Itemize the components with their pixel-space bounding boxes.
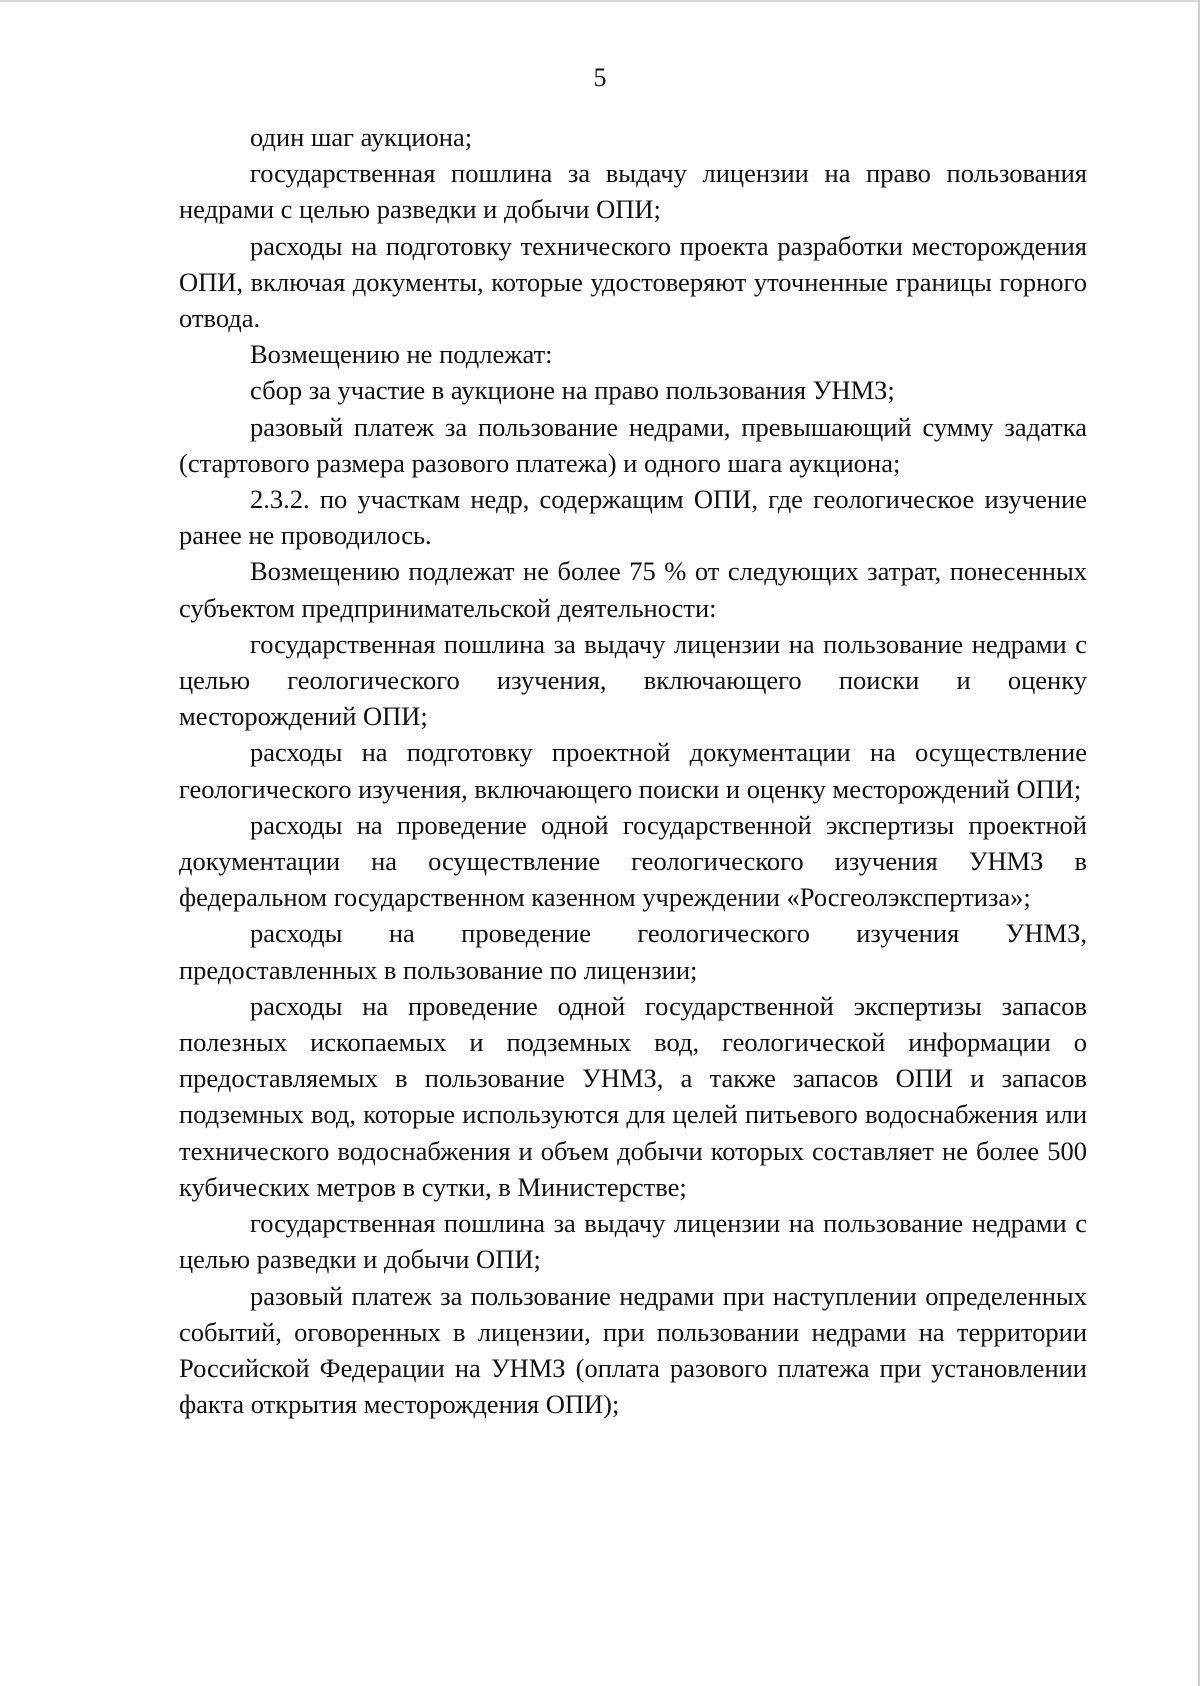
paragraph: разовый платеж за пользование недрами, превышающий сумму задатка (стартового размера разового платежа) и одного шага аукциона;	[179, 411, 1087, 478]
paragraph: государственная пошлина за выдачу лицензии на пользование недрами с целью геологического изучения, включающего поиски и оценку месторождений ОПИ;	[179, 628, 1087, 732]
document-body	[179, 119, 1087, 1422]
paragraph: расходы на проведение одной государственной экспертизы запасов полезных ископаемых и подземных вод, геологической информации о предоставляемых в пользование УНМЗ, а также запасов ОПИ и запасов подземных вод, которые используются для целей питьевого водоснабжения или технического водоснабжения и объем добычи которых составляет не более 500 кубических метров в сутки, в Министерстве;	[179, 990, 1087, 1202]
paragraph: расходы на проведение геологического изучения УНМЗ, предоставленных в пользование по лицензии;	[179, 918, 1087, 985]
scan-top-edge	[0, 0, 1200, 2]
paragraph: расходы на подготовку технического проекта разработки месторождения ОПИ, включая документы, которые удостоверяют уточненные границы горного отвода.	[179, 230, 1087, 334]
paragraph: Возмещению подлежат не более 75 % от следующих затрат, понесенных субъектом предпринимательской деятельности:	[179, 556, 1087, 623]
page-number: 5	[593, 63, 607, 92]
paragraph: расходы на подготовку проектной документации на осуществление геологического изучения, включающего поиски и оценку месторождений ОПИ;	[179, 737, 1087, 804]
paragraph: разовый платеж за пользование недрами при наступлении определенных событий, оговоренных в лицензии, при пользовании недрами на территории Российской Федерации на УНМЗ (оплата разового платежа при установлении факта открытия месторождения ОПИ);	[179, 1280, 1087, 1420]
paragraph: Возмещению не подлежат:	[250, 339, 553, 370]
paragraph: государственная пошлина за выдачу лицензии на право пользования недрами с целью разведки и добычи ОПИ;	[179, 158, 1087, 225]
paragraph: государственная пошлина за выдачу лицензии на пользование недрами с целью разведки и добычи ОПИ;	[179, 1208, 1087, 1275]
paragraph: сбор за участие в аукционе на право пользования УНМЗ;	[250, 375, 895, 406]
paragraph: один шаг аукциона;	[250, 122, 473, 152]
paragraph: расходы на проведение одной государственной экспертизы проектной документации на осуществление геологического изучения УНМЗ в федеральном государственном казенном учреждении «Росгеолэкспертиза»;	[179, 809, 1087, 913]
section-item-2-3-2: 2.3.2. по участкам недр, содержащим ОПИ, где геологическое изучение ранее не проводилось.	[179, 484, 1087, 551]
